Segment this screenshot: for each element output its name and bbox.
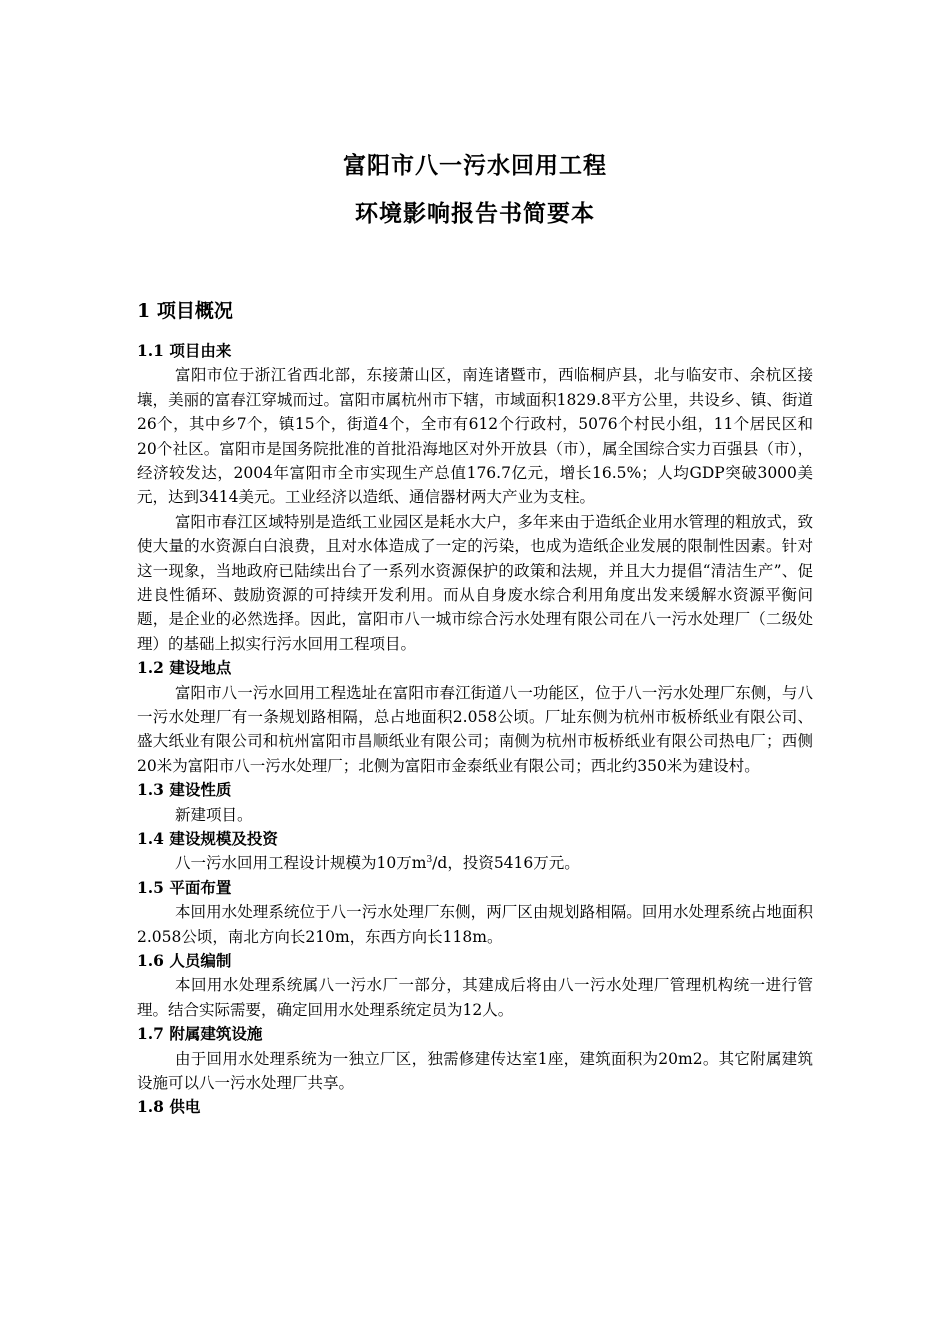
subsection-heading: 1.8 供电 — [137, 1097, 201, 1117]
subsection-1-4 — [137, 827, 813, 876]
document-title: 富阳市八一污水回用工程 — [343, 152, 607, 179]
section-heading-1: 1 项目概况 — [137, 300, 233, 322]
subsection-1-1 — [137, 339, 813, 656]
subsection-1-3 — [137, 778, 813, 827]
subsection-heading: 1.4 建设规模及投资 — [137, 829, 278, 849]
paragraph: 富阳市位于浙江省西北部，东接萧山区，南连诸暨市，西临桐庐县，北与临安市、余杭区接壤，美丽的富春江穿城而过。富阳市属杭州市下辖，市域面积1829.8平方公里，共设乡、镇、街道26个，其中乡7个，镇15个，街道4个，全市有612个行政村，5076个村民小组，11个居民区和20个社区。富阳市是国务院批准的首批沿海地区对外开放县（市），属全国综合实力百强县（市），经济较发达，2004年富阳市全市实现生产总值176.7亿元，增长16.5%；人均GDP突破3000美元，达到3414美元。工业经济以造纸、通信器材两大产业为支柱。 — [137, 366, 813, 507]
document-body — [137, 339, 813, 1120]
subsection-heading: 1.6 人员编制 — [137, 951, 232, 971]
subsection-heading: 1.2 建设地点 — [137, 658, 232, 678]
subsection-1-2 — [137, 656, 813, 778]
subsection-heading: 1.7 附属建筑设施 — [137, 1024, 263, 1044]
superscript: 3 — [426, 855, 433, 866]
subsection-1-6 — [137, 949, 813, 1022]
paragraph-text: 八一污水回用工程设计规模为10万m — [175, 854, 427, 873]
subsection-heading: 1.3 建设性质 — [137, 780, 232, 800]
paragraph: 本回用水处理系统位于八一污水处理厂东侧，两厂区由规划路相隔。回用水处理系统占地面积2.058公顷，南北方向长210m，东西方向长118m。 — [137, 903, 813, 946]
subsection-1-5 — [137, 876, 813, 949]
paragraph: 富阳市八一污水回用工程选址在富阳市春江街道八一功能区，位于八一污水处理厂东侧，与八一污水处理厂有一条规划路相隔，总占地面积2.058公顷。厂址东侧为杭州市板桥纸业有限公司、盛大纸业有限公司和杭州富阳市昌顺纸业有限公司；南侧为杭州市板桥纸业有限公司热电厂；西侧20米为富阳市八一污水处理厂；北侧为富阳市金泰纸业有限公司；西北约350米为建设村。 — [137, 683, 813, 775]
paragraph: 新建项目。 — [175, 805, 253, 824]
paragraph-text: /d，投资5416万元。 — [432, 854, 580, 873]
paragraph: 由于回用水处理系统为一独立厂区，独需修建传达室1座，建筑面积为20m2。其它附属建筑设施可以八一污水处理厂共享。 — [137, 1049, 813, 1093]
subsection-1-7 — [137, 1022, 813, 1095]
subsection-heading: 1.5 平面布置 — [137, 877, 232, 897]
subsection-heading: 1.1 项目由来 — [137, 341, 232, 360]
paragraph — [137, 851, 813, 875]
paragraph: 本回用水处理系统属八一污水厂一部分，其建成后将由八一污水处理厂管理机构统一进行管理。结合实际需要，确定回用水处理系统定员为12人。 — [137, 976, 813, 1019]
subsection-1-8 — [137, 1095, 813, 1119]
document-subtitle: 环境影响报告书简要本 — [355, 200, 595, 227]
paragraph: 富阳市春江区域特别是造纸工业园区是耗水大户，多年来由于造纸企业用水管理的粗放式，致使大量的水资源白白浪费，且对水体造成了一定的污染，也成为造纸企业发展的限制性因素。针对这一现象，当地政府已陆续出台了一系列水资源保护的政策和法规，并且大力提倡“清洁生产”、促进良性循环、鼓励资源的可持续开发利用。而从自身废水综合利用角度出发来缓解水资源平衡问题，是企业的必然选择。因此，富阳市八一城市综合污水处理有限公司在八一污水处理厂（二级处理）的基础上拟实行污水回用工程项目。 — [137, 512, 813, 653]
